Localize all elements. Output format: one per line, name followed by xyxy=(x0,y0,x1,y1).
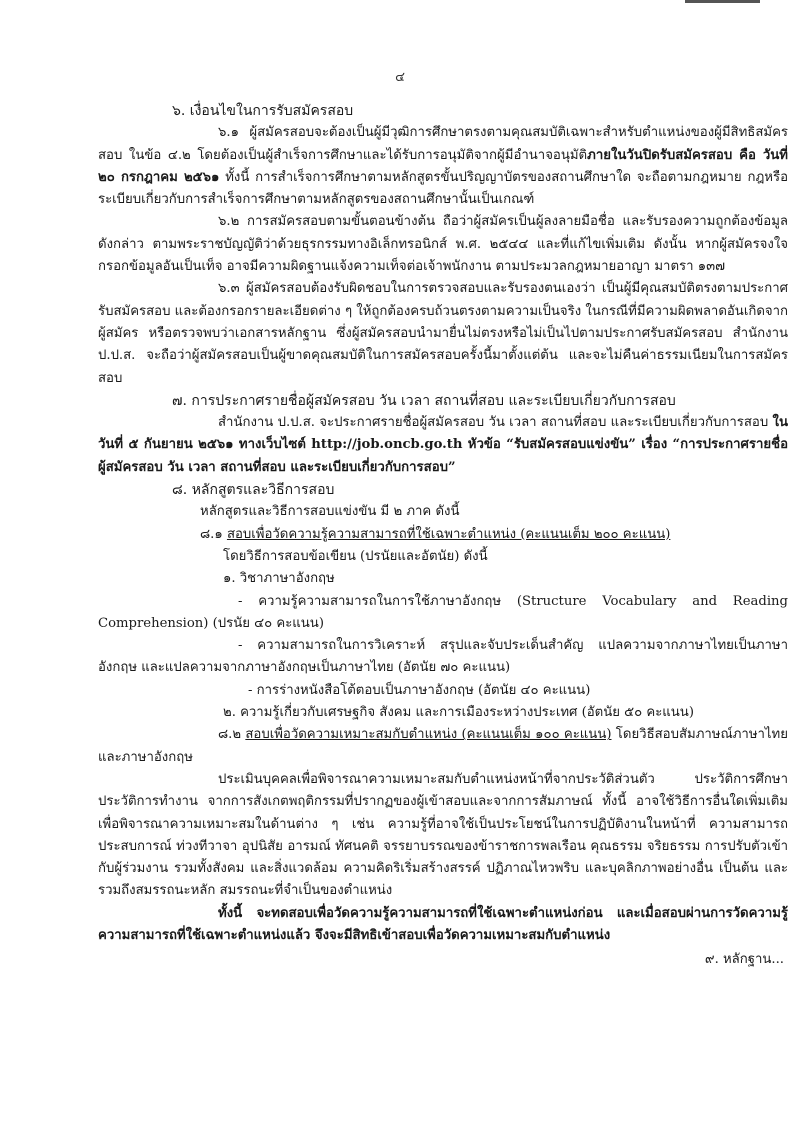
page-number: ๔ xyxy=(395,70,405,85)
announcement-bold: ในวันที่ ๕ กันยายน ๒๕๖๑ ทางเว็บไซต์ http://job.oncb.go.th หัวข้อ “รับสมัครสอบแข่งขัน” เรื่อง “การประกาศรายชื่อผู้สมัครสอบ วัน เวลา สถานที่สอบ และระเบียบเกี่ยวกับการสอบ” xyxy=(98,415,788,475)
section-8-intro: หลักสูตรและวิธีการสอบแข่งขัน มี ๒ ภาค ดังนี้ xyxy=(200,504,460,520)
section-6-2-paragraph: ๖.๒ การสมัครสอบตามขั้นตอนข้างต้น ถือว่าผู้สมัครเป็นผู้ลงลายมือชื่อ และรับรองความถูกต้องข้อมูลดังกล่าว ตามพระราชบัญญัติว่าด้วยธุรกรรมทางอิเล็กทรอนิกส์ พ.ศ. ๒๕๔๔ และที่แก้ไขเพิ่มเติม ดังนั้น หากผู้สมัครจงใจกรอกข้อมูลอันเป็นเท็จ อาจมีความผิดฐานแจ้งความเท็จต่อเจ้าพนักงาน ตามประมวลกฎหมายอาญา มาตรา ๑๓๗ xyxy=(98,214,788,275)
deadline-bold: ภายในวันปิดรับสมัครสอบ คือ วันที่ ๒๐ กรกฎาคม ๒๕๖๑ xyxy=(98,147,789,185)
document-body xyxy=(98,100,788,972)
section-8-1-method: โดยวิธีการสอบข้อเขียน (ปรนัยและอัตนัย) ดังนี้ xyxy=(223,548,488,564)
section-8-2-description: ประเมินบุคคลเพื่อพิจารณาความเหมาะสมกับตำแหน่งหน้าที่จากประวัติส่วนตัว ประวัติการศึกษา ประวัติการทำงาน จากการสังเกตพฤติกรรมที่ปรากฏของผู้เข้าสอบและจากการสัมภาษณ์ ทั้งนี้ อาจใช้วิธีการอื่นใดเพิ่มเติมเพื่อพิจารณาความเหมาะสมในด้านต่าง ๆ เช่น ความรู้ที่อาจใช้เป็นประโยชน์ในการปฏิบัติงานในหน้าที่ ความสามารถ ประสบการณ์ ท่วงทีวาจา อุปนิสัย อารมณ์ ทัศนคติ จรรยาบรรณของข้าราชการพลเรือน คุณธรรม จริยธรรม การปรับตัวเข้ากับผู้ร่วมงาน รวมทั้งสังคม และสิ่งแวดล้อม ความคิดริเริ่มสร้างสรรค์ ปฏิภาณไหวพริบ และบุคลิกภาพอย่างอื่น เป็นต้น และรวมถึงสมรรถนะหลัก สมรรถนะที่จำเป็นของตำแหน่ง xyxy=(98,771,788,899)
subject-1-item-2: - ความสามารถในการวิเคราะห์ สรุปและจับประเด็นสำคัญ แปลความจากภาษาไทยเป็นภาษาอังกฤษ และแปลความจากภาษาอังกฤษเป็นภาษาไทย (อัตนัย ๗๐ คะแนน) xyxy=(98,638,788,676)
section-8-2-title: ๘.๒ สอบเพื่อวัดความเหมาะสมกับตำแหน่ง (คะแนนเต็ม ๑๐๐ คะแนน) โดยวิธีสอบสัมภาษณ์ภาษาไทยและภาษาอังกฤษ xyxy=(98,727,788,765)
section-6-1-paragraph: ๖.๑ ผู้สมัครสอบจะต้องเป็นผู้มีวุฒิการศึกษาตรงตามคุณสมบัติเฉพาะสำหรับตำแหน่งของผู้มีสิทธิสมัครสอบ ในข้อ ๔.๒ โดยต้องเป็นผู้สำเร็จการศึกษาและได้รับการอนุมัติจากผู้มีอำนาจอนุมัติภายในวันปิดรับสมัครสอบ คือ วันที่ ๒๐ กรกฎาคม ๒๕๖๑ ทั้งนี้ การสำเร็จการศึกษาตามหลักสูตรขั้นปริญญาบัตรของสถานศึกษาใด จะถือตามกฎหมาย กฎหรือระเบียบเกี่ยวกับการสำเร็จการศึกษาตามหลักสูตรของสถานศึกษานั้นเป็นเกณฑ์ xyxy=(98,125,789,208)
section-6-3-paragraph: ๖.๓ ผู้สมัครสอบต้องรับผิดชอบในการตรวจสอบและรับรองตนเองว่า เป็นผู้มีคุณสมบัติตรงตามประกาศรับสมัครสอบ และต้องกรอกรายละเอียดต่าง ๆ ให้ถูกต้องครบถ้วนตรงตามความเป็นจริง ในกรณีที่มีความผิดพลาดอันเกิดจากผู้สมัคร หรือตรวจพบว่าเอกสารหลักฐาน ซึ่งผู้สมัครสอบนำมายื่นไม่ตรงหรือไม่เป็นไปตามประกาศรับสมัครสอบ สำนักงาน ป.ป.ส. จะถือว่าผู้สมัครสอบเป็นผู้ขาดคุณสมบัติในการสมัครสอบครั้งนี้มาตั้งแต่ต้น และจะไม่คืนค่าธรรมเนียมในการสมัครสอบ xyxy=(98,281,788,386)
next-page-reference: ๙. หลักฐาน... xyxy=(704,952,784,968)
subject-1-title: ๑. วิชาภาษาอังกฤษ xyxy=(223,571,335,587)
section-8-heading: ๘. หลักสูตรและวิธีการสอบ xyxy=(172,482,335,499)
section-6-heading: ๖. เงื่อนไขในการรับสมัครสอบ xyxy=(172,103,354,119)
section-8-1-title: ๘.๑ สอบเพื่อวัดความรู้ความสามารถที่ใช้เฉพาะตำแหน่ง (คะแนนเต็ม ๒๐๐ คะแนน) xyxy=(200,526,671,542)
subject-1-item-1: - ความรู้ความสามารถในการใช้ภาษาอังกฤษ (Structure Vocabulary and Reading Comprehension) (ปรนัย ๔๐ คะแนน) xyxy=(98,593,788,631)
closing-paragraph: ทั้งนี้ จะทดสอบเพื่อวัดความรู้ความสามารถที่ใช้เฉพาะตำแหน่งก่อน และเมื่อสอบผ่านการวัดความรู้ความสามารถที่ใช้เฉพาะตำแหน่งแล้ว จึงจะมีสิทธิเข้าสอบเพื่อวัดความเหมาะสมกับตำแหน่ง xyxy=(98,905,788,943)
subject-1-item-3: - การร่างหนังสือโต้ตอบเป็นภาษาอังกฤษ (อัตนัย ๔๐ คะแนน) xyxy=(248,682,591,698)
section-7-heading: ๗. การประกาศรายชื่อผู้สมัครสอบ วัน เวลา สถานที่สอบ และระเบียบเกี่ยวกับการสอบ xyxy=(172,392,676,409)
section-7-paragraph: สำนักงาน ป.ป.ส. จะประกาศรายชื่อผู้สมัครสอบ วัน เวลา สถานที่สอบ และระเบียบเกี่ยวกับการสอบ ในวันที่ ๕ กันยายน ๒๕๖๑ ทางเว็บไซต์ http://job.oncb.go.th หัวข้อ “รับสมัครสอบแข่งขัน” เรื่อง “การประกาศรายชื่อผู้สมัครสอบ วัน เวลา สถานที่สอบ และระเบียบเกี่ยวกับการสอบ” xyxy=(98,415,788,475)
scan-edge-mark xyxy=(685,0,760,3)
subject-2-title: ๒. ความรู้เกี่ยวกับเศรษฐกิจ สังคม และการเมืองระหว่างประเทศ (อัตนัย ๕๐ คะแนน) xyxy=(223,705,694,721)
